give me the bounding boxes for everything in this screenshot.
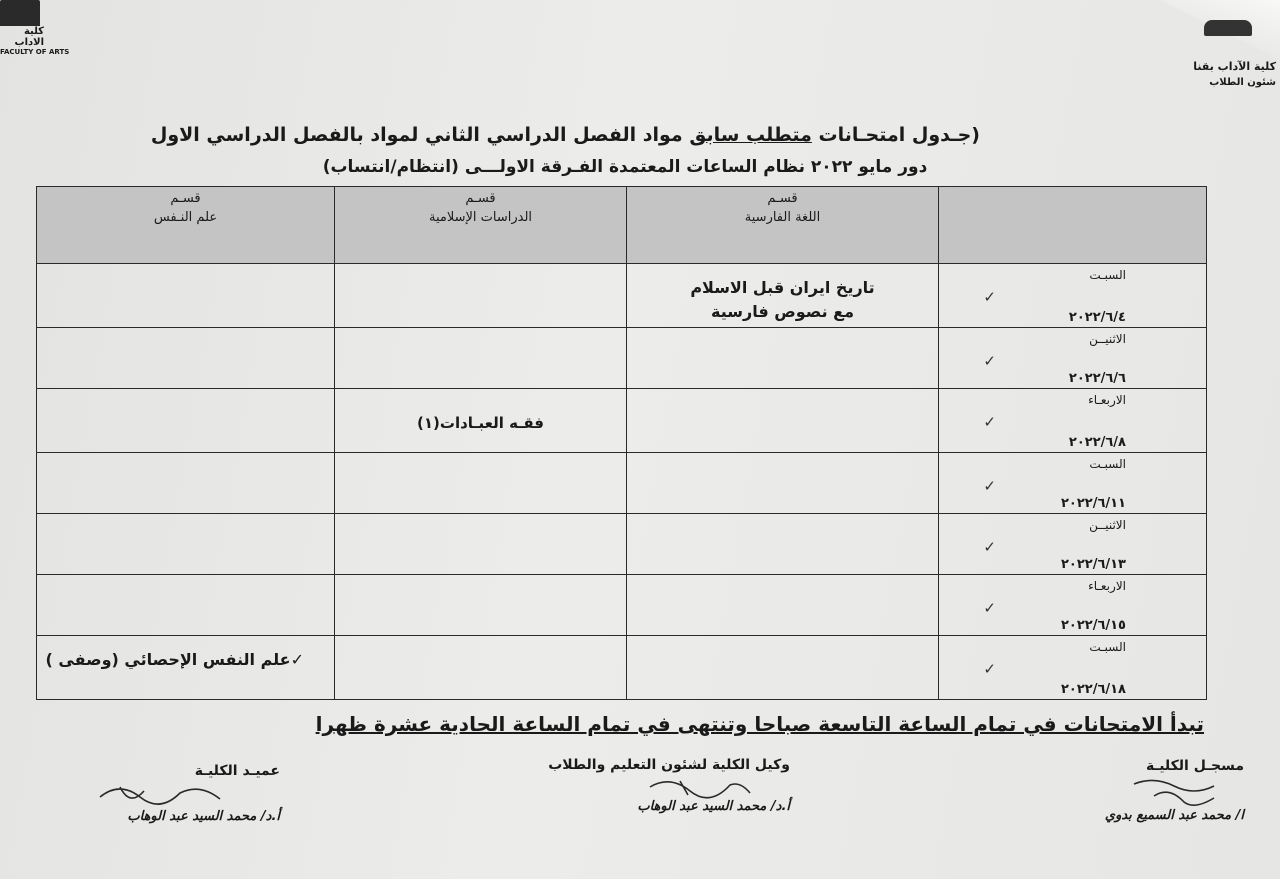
- persian-cell: [627, 636, 939, 700]
- day-cell: [939, 264, 1207, 328]
- table-header-row: [37, 187, 1207, 264]
- check-mark-icon: ✓: [983, 599, 996, 617]
- exam-date: ٢٠٢٢/٦/٤: [1068, 310, 1126, 325]
- exam-schedule-table: [36, 186, 1207, 700]
- check-mark-icon: ✓: [983, 413, 996, 431]
- check-mark-icon: ✓: [983, 352, 996, 370]
- day-cell: [939, 514, 1207, 575]
- registrar-signature-block: [1030, 758, 1244, 823]
- table-row: [37, 453, 1207, 514]
- islamic-cell: [335, 389, 627, 453]
- logo-right-line2: شئون الطلاب: [1209, 77, 1276, 88]
- schedule-subtitle: دور مايو ٢٠٢٢ نظام الساعات المعتمدة الفـرقة الاولـــى (انتظام/انتساب): [322, 157, 928, 177]
- handwritten-signature-icon: [590, 773, 790, 799]
- logo-emblem-icon: [1204, 20, 1252, 36]
- persian-cell: [627, 514, 939, 575]
- subject-name: علم النفس الإحصائي (وصفى ): [45, 650, 291, 669]
- check-mark-icon: ✓: [983, 477, 996, 495]
- dept-name: علم النـفس: [153, 210, 218, 225]
- exam-date: ٢٠٢٢/٦/٦: [1068, 371, 1126, 386]
- subject-text: تاريخ ايران قبل الاسلام مع نصوص فارسية: [690, 278, 875, 321]
- table-row: [37, 264, 1207, 328]
- subject-text: [37, 636, 334, 672]
- check-mark-icon: ✓: [983, 288, 996, 306]
- exam-date: ٢٠٢٢/٦/١٥: [1060, 618, 1126, 633]
- faculty-logo-left: [0, 0, 70, 56]
- header-psychology: [37, 187, 335, 264]
- logo-left-english: FACULTY OF ARTS: [0, 48, 70, 56]
- table-row: [37, 514, 1207, 575]
- check-mark-icon: ✓: [983, 660, 996, 678]
- signatory-name: ا/ محمد عبد السميع بدوي: [1104, 808, 1244, 823]
- persian-cell: [627, 575, 939, 636]
- day-name: الاثنيــن: [1089, 518, 1126, 532]
- psychology-cell: [37, 514, 335, 575]
- check-mark-icon: ✓: [983, 538, 996, 556]
- day-name: السبـت: [1089, 457, 1126, 471]
- vice-dean-signature-block: [540, 757, 790, 814]
- day-name: السبـت: [1089, 268, 1126, 282]
- islamic-cell: [335, 636, 627, 700]
- persian-cell: [627, 264, 939, 328]
- day-cell: [939, 328, 1207, 389]
- signatory-role: عميـد الكليـة: [194, 763, 280, 779]
- logo-right-line1: كلية الآداب بقنا: [1193, 60, 1276, 73]
- logo-mark-icon: [0, 0, 40, 26]
- title-underlined: متطلب سابق: [689, 124, 812, 146]
- islamic-cell: [335, 328, 627, 389]
- dept-name: اللغة الفارسية: [744, 210, 821, 225]
- day-cell: [939, 453, 1207, 514]
- handwritten-signature-icon: [1094, 774, 1244, 808]
- check-mark-icon: ✓: [290, 650, 304, 669]
- exam-date: ٢٠٢٢/٦/١٣: [1060, 557, 1126, 572]
- psychology-cell: [37, 264, 335, 328]
- day-name: الاربعـاء: [1088, 579, 1126, 593]
- table-row: [37, 328, 1207, 389]
- faculty-logo-right: [1186, 20, 1276, 88]
- dept-name: الدراسات الإسلامية: [428, 210, 533, 225]
- header-day-column: [939, 187, 1207, 264]
- exam-date: ٢٠٢٢/٦/١١: [1060, 496, 1126, 511]
- psychology-cell: [37, 575, 335, 636]
- handwritten-signature-icon: [80, 779, 280, 809]
- logo-left-arabic: كلية الاداب: [14, 26, 44, 48]
- table-row: [37, 636, 1207, 700]
- dept-label: قسـم: [767, 191, 798, 206]
- signatory-name: أ.د/ محمد السيد عبد الوهاب: [637, 799, 790, 814]
- day-name: السبـت: [1089, 640, 1126, 654]
- psychology-cell: [37, 453, 335, 514]
- day-name: الاربعـاء: [1088, 393, 1126, 407]
- day-cell: [939, 575, 1207, 636]
- dean-signature-block: [70, 763, 280, 824]
- subject-text: فقـه العبـادات(١): [417, 414, 544, 432]
- dept-label: قسـم: [170, 191, 201, 206]
- persian-cell: [627, 453, 939, 514]
- title-part-1: (جـدول امتحـانات: [811, 124, 980, 146]
- persian-cell: [627, 389, 939, 453]
- schedule-title: [150, 124, 980, 146]
- psychology-cell: [37, 389, 335, 453]
- day-cell: [939, 636, 1207, 700]
- exam-date: ٢٠٢٢/٦/١٨: [1060, 682, 1126, 697]
- dept-label: قسـم: [465, 191, 496, 206]
- day-cell: [939, 389, 1207, 453]
- signatory-role: وكيل الكلية لشئون التعليم والطلاب: [548, 757, 790, 773]
- exam-date: ٢٠٢٢/٦/٨: [1068, 435, 1126, 450]
- table-row: [37, 575, 1207, 636]
- islamic-cell: [335, 514, 627, 575]
- exam-time-notice: تبدأ الامتحانات في تمام الساعة التاسعة صباحا وتنتهى في تمام الساعة الحادية عشرة ظهرا: [315, 712, 1204, 736]
- psychology-cell: [37, 328, 335, 389]
- header-islamic: [335, 187, 627, 264]
- islamic-cell: [335, 575, 627, 636]
- day-name: الاثنيــن: [1089, 332, 1126, 346]
- persian-cell: [627, 328, 939, 389]
- title-part-2: مواد الفصل الدراسي الثاني لمواد بالفصل الدراسي الاول: [150, 124, 690, 146]
- header-persian: [627, 187, 939, 264]
- signatory-name: أ.د/ محمد السيد عبد الوهاب: [127, 809, 280, 824]
- islamic-cell: [335, 453, 627, 514]
- table-row: [37, 389, 1207, 453]
- islamic-cell: [335, 264, 627, 328]
- psychology-cell: [37, 636, 335, 700]
- signatory-role: مسجـل الكليـة: [1145, 758, 1244, 774]
